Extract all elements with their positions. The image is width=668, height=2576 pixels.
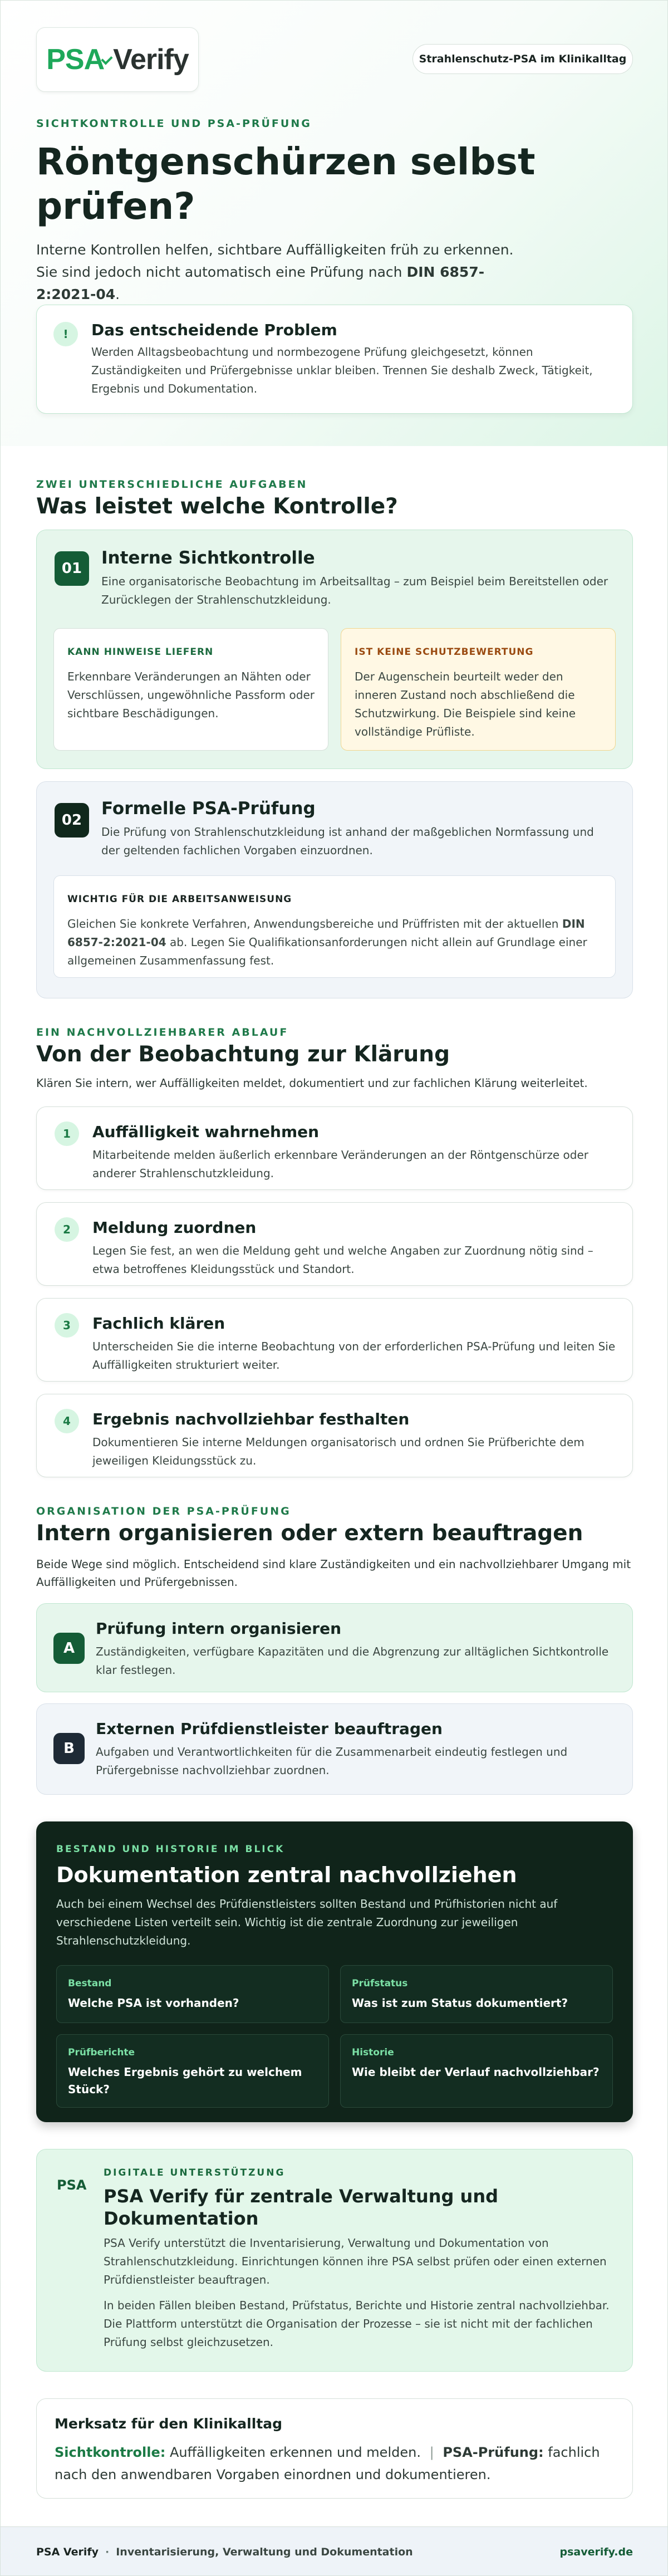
internal-text: Eine organisatorische Beobachtung im Arbeitsalltag – zum Beispiel beim Bereitstellen oder Zurücklegen der Strahlenschutzkleidung.: [101, 575, 608, 606]
doc-item: [56, 2034, 329, 2108]
problem-title: Das entscheidende Problem: [91, 321, 337, 339]
psa-verify-card: [36, 2149, 633, 2372]
footer-brand: PSA Verify: [36, 2546, 99, 2558]
note-text-start: Gleichen Sie konkrete Verfahren, Anwendungsbereiche und Prüffristen mit der aktuellen: [67, 917, 562, 931]
topic-pill: Strahlenschutz-PSA im Klinikalltag: [412, 44, 633, 74]
step-title: Auffälligkeit wahrnehmen: [92, 1123, 320, 1141]
verify-eyebrow: DIGITALE UNTERSTÜTZUNG: [104, 2167, 286, 2178]
doc-eyebrow: BESTAND UND HISTORIE IM BLICK: [56, 1844, 285, 1855]
step-text: Unterscheiden Sie die interne Beobachtung von der erforderlichen PSA-Prüfung und leiten Sie Auffälligkeiten strukturiert weiter.: [92, 1340, 616, 1372]
doc-item: [56, 1965, 329, 2023]
doc-item-label: Prüfberichte: [68, 2047, 135, 2058]
step-text: Legen Sie fest, an wen die Meldung geht und welche Angaben zur Zuordnung nötig sind – etwa betroffenes Kleidungsstück und Standort.: [92, 1244, 593, 1276]
formal-text: Die Prüfung von Strahlenschutzkleidung ist anhand der maßgeblichen Normfassung und der geltenden fachlichen Vorgaben einzuordnen.: [101, 825, 594, 857]
formal-title: Formelle PSA-Prüfung: [101, 799, 316, 819]
psa-verify-logo[interactable]: [36, 27, 199, 92]
formal-number-badge: 02: [55, 803, 89, 838]
doc-item-question: Was ist zum Status dokumentiert?: [352, 1996, 568, 2010]
option-a-title: Prüfung intern organisieren: [96, 1619, 341, 1638]
lead-text: Interne Kontrollen helfen, sichtbare Auffälligkeiten früh zu erkennen. Sie sind jedoch nicht automatisch eine Prüfung nach: [36, 242, 514, 280]
note-norm: DIN 6857-2:2021-04: [67, 917, 585, 949]
doc-item: [340, 2034, 613, 2108]
verify-paragraph-1: PSA Verify unterstützt die Inventarisierung, Verwaltung und Dokumentation von Strahlenschutzkleidung. Einrichtungen können ihre PSA selbst prüfen oder einen externen Prüfdienstleister beauftragen.: [104, 2236, 607, 2286]
step-text: Mitarbeitende melden äußerlich erkennbare Veränderungen an der Röntgenschürze oder anderer Strahlenschutzkleidung.: [92, 1148, 588, 1180]
can-hint-box: [53, 628, 328, 751]
takeaway-text: [55, 2441, 611, 2486]
instruction-note-label: WICHTIG FÜR DIE ARBEITSANWEISUNG: [67, 894, 292, 905]
option-internal-card: [36, 1603, 633, 1692]
doc-item-label: Bestand: [68, 1978, 112, 1989]
footer-website-link[interactable]: psaverify.de: [559, 2546, 633, 2558]
footer-info: [36, 2546, 413, 2558]
doc-item-question: Welche PSA ist vorhanden?: [68, 1996, 239, 2010]
doc-title: Dokumentation zentral nachvollziehen: [56, 1863, 517, 1887]
tasks-heading: Was leistet welche Kontrolle?: [36, 494, 398, 519]
doc-item: [340, 1965, 613, 2023]
flow-subtitle: Klären Sie intern, wer Auffälligkeiten meldet, dokumentiert und zur fachlichen Klärung weiterleitet.: [36, 1076, 588, 1090]
psa-pruefung-key: PSA-Prüfung:: [443, 2445, 544, 2460]
can-hint-label: KANN HINWEISE LIEFERN: [67, 647, 214, 658]
doc-text: Auch bei einem Wechsel des Prüfdienstleisters sollten Bestand und Prüfhistorien nicht auf verschiedene Listen verteilt sein. Wichtig ist die zentrale Zuordnung zur jeweiligen Strahlenschutzkleidung.: [56, 1897, 558, 1947]
lead-end: .: [115, 286, 120, 302]
org-eyebrow: ORGANISATION DER PSA-PRÜFUNG: [36, 1505, 291, 1517]
alert-icon: !: [53, 322, 78, 346]
step-number: 4: [55, 1409, 79, 1433]
step-title: Fachlich klären: [92, 1314, 225, 1333]
option-b-title: Externen Prüfdienstleister beauftragen: [96, 1720, 443, 1738]
flow-step: [36, 1298, 633, 1382]
flow-eyebrow: EIN NACHVOLLZIEHBARER ABLAUF: [36, 1026, 289, 1039]
step-text: Dokumentieren Sie interne Meldungen organisatorisch und ordnen Sie Prüfberichte dem jeweiligen Kleidungsstück zu.: [92, 1436, 584, 1467]
instruction-note-text: [67, 915, 602, 970]
internal-number-badge: 01: [55, 551, 89, 586]
separator: |: [429, 2445, 434, 2460]
hero-section: [1, 1, 668, 446]
key-takeaway-card: [36, 2398, 633, 2499]
documentation-card: [36, 1821, 633, 2122]
footer-dot: ·: [105, 2546, 110, 2558]
option-b-text: Aufgaben und Verantwortlichkeiten für die Zusammenarbeit eindeutig festlegen und Prüfergebnisse nachvollziehbar zuordnen.: [96, 1745, 568, 1777]
formal-check-card: [36, 781, 633, 998]
option-b-badge: B: [53, 1733, 85, 1764]
hero-lead: [36, 239, 537, 306]
sichtkontrolle-text: Auffälligkeiten erkennen und melden.: [165, 2445, 421, 2460]
doc-item-question: Wie bleibt der Verlauf nachvollziehbar?: [352, 2065, 600, 2079]
option-external-card: [36, 1703, 633, 1795]
no-assessment-text: Der Augenschein beurteilt weder den inneren Zustand noch abschließend die Schutzwirkung. Die Beispiele sind keine vollständige Prüfliste.: [355, 670, 576, 738]
sichtkontrolle-key: Sichtkontrolle:: [55, 2445, 166, 2460]
takeaway-title: Merksatz für den Klinikalltag: [55, 2416, 283, 2432]
note-text-end: ab. Legen Sie Qualifikationsanforderungen nicht allein auf Grundlage einer allgemeinen Zusammenfassung fest.: [67, 936, 587, 967]
problem-card: [36, 305, 633, 414]
flow-step: [36, 1202, 633, 1286]
logo-psa-text: PSA: [46, 43, 105, 76]
doc-item-question: Welches Ergebnis gehört zu welchem Stück?: [68, 2065, 302, 2096]
footer: [1, 2526, 668, 2576]
no-assessment-box: [341, 628, 616, 751]
flow-step: [36, 1394, 633, 1477]
verify-paragraph-2: In beiden Fällen bleiben Bestand, Prüfstatus, Berichte und Historie zentral nachvollziehbar. Die Plattform unterstützt die Organisation der Prozesse – sie ist nicht mit der fachlichen Prüfung selbst gleichzusetzen.: [104, 2299, 610, 2349]
psa-pruefung-text: fachlich nach den anwendbaren Vorgaben einordnen und dokumentieren.: [55, 2445, 600, 2482]
step-title: Meldung zuordnen: [92, 1218, 257, 1237]
lead-norm: DIN 6857-2:2021-04: [36, 264, 485, 302]
no-assessment-label: IST KEINE SCHUTZBEWERTUNG: [355, 647, 534, 658]
org-heading: Intern organisieren oder extern beauftragen: [36, 1521, 583, 1546]
option-a-badge: A: [53, 1633, 85, 1664]
org-subtitle: Beide Wege sind möglich. Entscheidend sind klare Zuständigkeiten und ein nachvollziehbarer Umgang mit Auffälligkeiten und Prüfergebnissen.: [36, 1558, 631, 1589]
footer-tagline: Inventarisierung, Verwaltung und Dokumentation: [116, 2546, 413, 2558]
verify-title: PSA Verify für zentrale Verwaltung und Dokumentation: [104, 2186, 499, 2229]
internal-title: Interne Sichtkontrolle: [101, 548, 315, 568]
flow-heading: Von der Beobachtung zur Klärung: [36, 1042, 450, 1067]
logo-verify-word: Verify: [113, 43, 189, 76]
doc-item-label: Prüfstatus: [352, 1978, 408, 1989]
doc-item-label: Historie: [352, 2047, 394, 2058]
problem-text: Werden Alltagsbeobachtung und normbezogene Prüfung gleichgesetzt, können Zuständigkeiten und Prüfergebnisse unklar bleiben. Trennen Sie deshalb Zweck, Tätigkeit, Ergebnis und Dokumentation.: [91, 345, 593, 395]
logo-verify-text: [104, 43, 189, 76]
flow-step: [36, 1106, 633, 1190]
instruction-note-box: [53, 875, 616, 978]
psa-badge: PSA: [57, 2177, 87, 2193]
step-number: 2: [55, 1217, 79, 1242]
step-number: 1: [55, 1122, 79, 1146]
tasks-eyebrow: ZWEI UNTERSCHIEDLICHE AUFGABEN: [36, 478, 308, 491]
page-title: Röntgenschürzen selbst prüfen?: [36, 140, 536, 228]
internal-check-card: [36, 530, 633, 769]
step-title: Ergebnis nachvollziehbar festhalten: [92, 1410, 410, 1428]
hero-eyebrow: SICHTKONTROLLE UND PSA-PRÜFUNG: [36, 117, 312, 130]
option-a-text: Zuständigkeiten, verfügbare Kapazitäten und die Abgrenzung zur alltäglichen Sichtkontrolle klar festlegen.: [96, 1645, 609, 1677]
step-number: 3: [55, 1313, 79, 1338]
can-hint-text: Erkennbare Veränderungen an Nähten oder Verschlüssen, ungewöhnliche Passform oder sichtbare Beschädigungen.: [67, 670, 315, 720]
